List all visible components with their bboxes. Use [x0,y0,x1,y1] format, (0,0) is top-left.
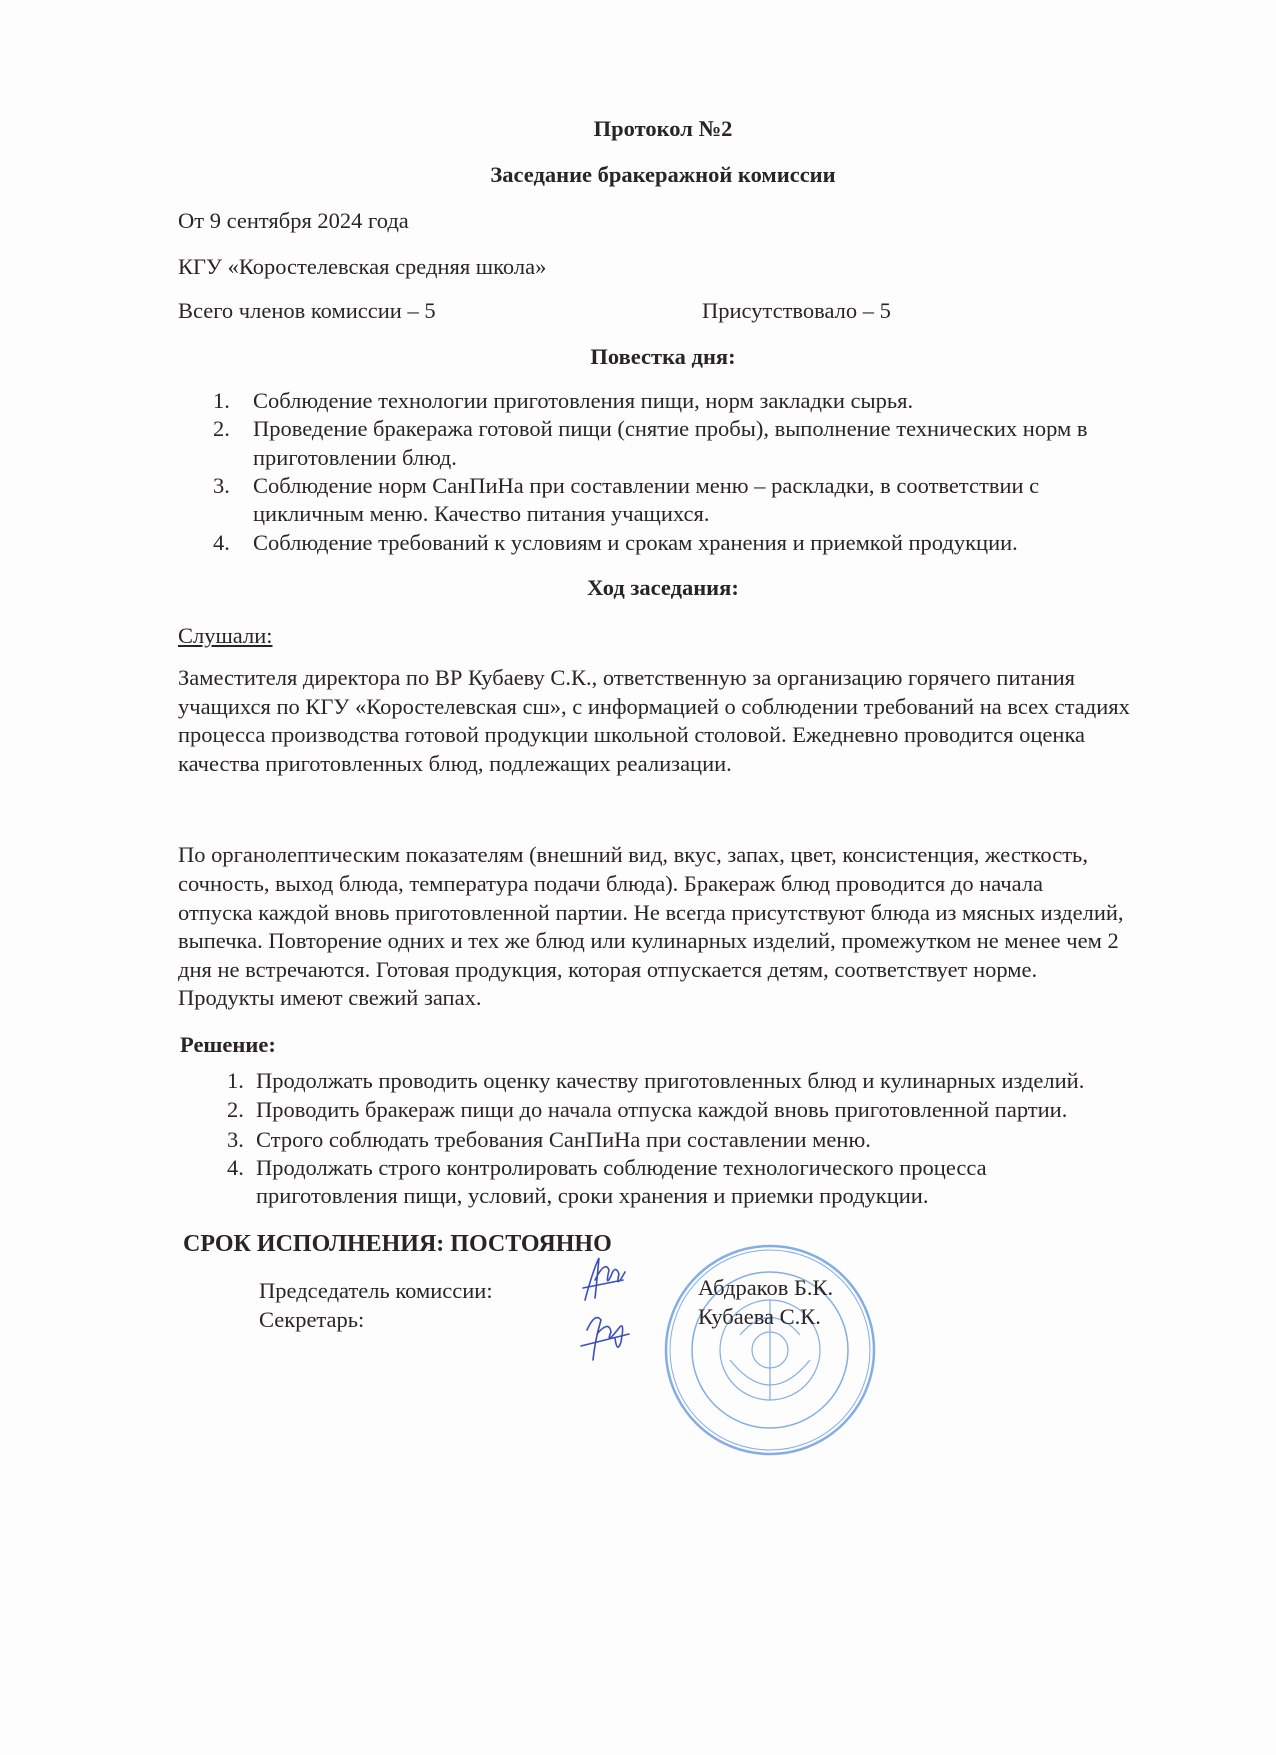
decision-item-text: Строго соблюдать требования СанПиНа при составлении меню. [256,1127,871,1152]
decision-item-number: 1. [227,1068,244,1093]
paragraph-line: отпуска каждой вновь приготовленной партии. Не всегда присутствуют блюда из мясных изделий, [178,900,1124,925]
decision-item-number: 4. [227,1155,244,1180]
official-stamp [660,1240,880,1460]
agenda-item-text: Проведение бракеража готовой пищи (снятие пробы), выполнение технических норм в [253,416,1088,441]
decision-item-text: Проводить бракераж пищи до начала отпуска каждой вновь приготовленной партии. [256,1097,1068,1122]
decision-heading: Решение: [180,1032,276,1057]
agenda-heading: Повестка дня: [590,344,736,369]
paragraph-line: выпечка. Повторение одних и тех же блюд или кулинарных изделий, промежутком не менее чем 2 [178,928,1119,953]
chair-name: Абдраков Б.К. [698,1275,834,1300]
agenda-item-number: 1. [213,388,230,413]
agenda-item-number: 2. [213,416,230,441]
chair-label: Председатель комиссии: [259,1278,493,1303]
deadline: СРОК ИСПОЛНЕНИЯ: ПОСТОЯННО [183,1231,612,1257]
paragraph-line: дня не встречаются. Готовая продукция, которая отпускается детям, соответствует норме. [178,957,1038,982]
agenda-item-number: 4. [213,530,230,555]
members-present: Присутствовало – 5 [702,298,891,323]
secretary-label: Секретарь: [259,1307,365,1332]
handwritten-signatures [575,1250,655,1370]
paragraph-line: процесса производства готовой продукции школьной столовой. Ежедневно проводится оценка [178,722,1086,747]
document-title: Протокол №2 [593,116,733,141]
decision-item-text: Продолжать проводить оценку качеству приготовленных блюд и кулинарных изделий. [256,1068,1085,1093]
listened-label: Слушали: [178,623,273,648]
decision-item-number: 3. [227,1127,244,1152]
proceedings-heading: Ход заседания: [587,575,739,600]
agenda-item-number: 3. [213,473,230,498]
meeting-date: От 9 сентября 2024 года [178,208,409,233]
agenda-item-text: Соблюдение технологии приготовления пищи, норм закладки сырья. [253,388,914,413]
decision-item-text: Продолжать строго контролировать соблюдение технологического процесса [256,1155,987,1180]
document-subtitle: Заседание бракеражной комиссии [490,162,836,187]
agenda-item-text: приготовлении блюд. [253,445,457,470]
paragraph-line: Продукты имеют свежий запах. [178,985,482,1010]
paragraph-line: Заместителя директора по ВР Кубаеву С.К., ответственную за организацию горячего питания [178,665,1076,690]
agenda-item-text: Соблюдение требований к условиям и срокам хранения и приемкой продукции. [253,530,1018,555]
paragraph-line: качества приготовленных блюд, подлежащих реализации. [178,751,732,776]
members-total: Всего членов комиссии – 5 [178,298,436,323]
secretary-name: Кубаева С.К. [698,1304,821,1329]
organization-name: КГУ «Коростелевская средняя школа» [178,254,547,279]
decision-item-number: 2. [227,1097,244,1122]
decision-item-text: приготовления пищи, условий, сроки хранения и приемки продукции. [256,1183,929,1208]
paragraph-line: учащихся по КГУ «Коростелевская сш», с информацией о соблюдении требований на всех стадиях [178,694,1130,719]
agenda-item-text: цикличным меню. Качество питания учащихся. [253,501,710,526]
paragraph-line: сочность, выход блюда, температура подачи блюда). Бракераж блюд проводится до начала [178,871,1044,896]
agenda-item-text: Соблюдение норм СанПиНа при составлении меню – раскладки, в соответствии с [253,473,1040,498]
paragraph-line: По органолептическим показателям (внешний вид, вкус, запах, цвет, консистенция, жесткость, [178,842,1088,867]
